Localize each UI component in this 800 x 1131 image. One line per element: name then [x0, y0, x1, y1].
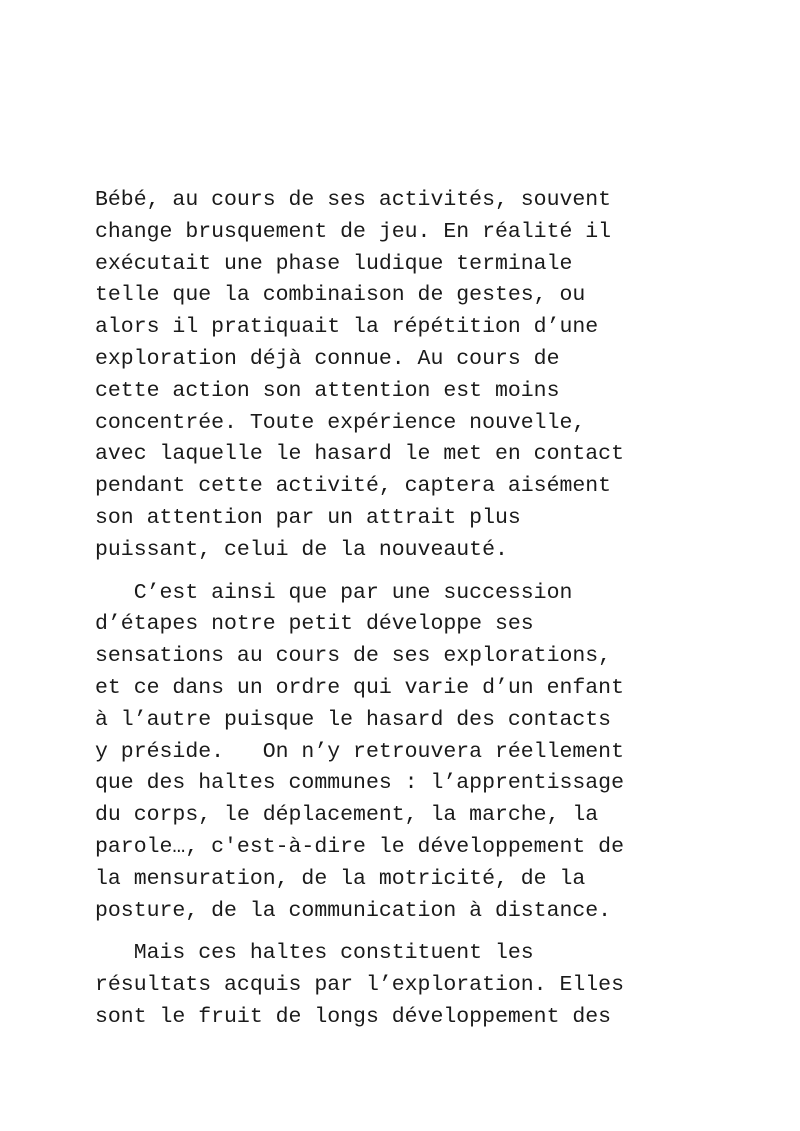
- text-line: son attention par un attrait plus: [95, 505, 521, 530]
- text-line: à l’autre puisque le hasard des contacts: [95, 707, 612, 732]
- text-line: résultats acquis par l’exploration. Elles: [95, 973, 624, 998]
- text-line: du corps, le déplacement, la marche, la: [95, 803, 599, 828]
- text-line: sont le fruit de longs développement des: [95, 1004, 612, 1029]
- text-line: la mensuration, de la motricité, de la: [95, 866, 586, 891]
- body-text: [95, 185, 735, 1034]
- text-line: puissant, celui de la nouveauté.: [95, 537, 508, 562]
- text-line: exploration déjà connue. Au cours de: [95, 346, 560, 371]
- paragraph-1: [95, 185, 735, 567]
- text-line: change brusquement de jeu. En réalité il: [95, 219, 612, 244]
- text-line: alors il pratiquait la répétition d’une: [95, 315, 599, 340]
- paragraph-2: [95, 578, 735, 928]
- text-line: parole…, c'est-à-dire le développement de: [95, 834, 624, 859]
- paragraph-3: [95, 938, 735, 1033]
- text-line: Mais ces haltes constituent les: [95, 941, 534, 966]
- text-line: et ce dans un ordre qui varie d’un enfant: [95, 675, 624, 700]
- text-line: posture, de la communication à distance.: [95, 898, 612, 923]
- text-line: d’étapes notre petit développe ses: [95, 612, 534, 637]
- text-line: pendant cette activité, captera aisément: [95, 474, 612, 499]
- text-line: y préside. On n’y retrouvera réellement: [95, 739, 624, 764]
- text-line: que des haltes communes : l’apprentissage: [95, 771, 624, 796]
- text-line: C’est ainsi que par une succession: [95, 580, 573, 605]
- text-line: sensations au cours de ses explorations,: [95, 644, 612, 669]
- text-line: cette action son attention est moins: [95, 378, 560, 403]
- text-line: Bébé, au cours de ses activités, souvent: [95, 188, 612, 212]
- text-line: exécutait une phase ludique terminale: [95, 251, 573, 276]
- text-line: telle que la combinaison de gestes, ou: [95, 283, 586, 308]
- text-line: concentrée. Toute expérience nouvelle,: [95, 410, 586, 435]
- text-line: avec laquelle le hasard le met en contact: [95, 442, 624, 467]
